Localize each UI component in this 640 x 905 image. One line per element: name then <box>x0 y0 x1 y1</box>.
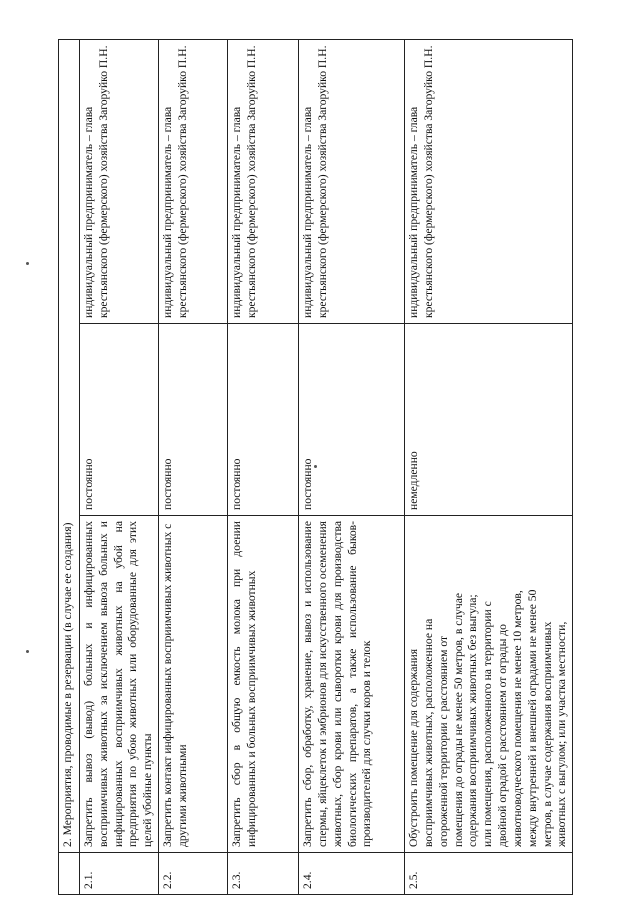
row-action: Запретить контакт инфицированных восприимчивых животных с другими животными <box>159 516 228 853</box>
action-line: восприимчивых животных, расположенное на <box>421 618 435 847</box>
row-term: постоянно <box>159 324 228 516</box>
action-line: Обустроить помещение для содержания <box>407 648 421 847</box>
section-num-cell <box>59 853 80 895</box>
row-responsible: индивидуальный предприниматель – глава крестьянского (фермерского) хозяйства Загоруйко П.Н. <box>228 39 299 323</box>
table-row <box>405 39 573 894</box>
rotated-page <box>58 40 569 895</box>
row-number: 2.3. <box>228 853 299 895</box>
row-responsible: индивидуальный предприниматель – глава крестьянского (фермерского) хозяйства Загоруйко П.Н. <box>159 39 228 323</box>
rotated-content <box>58 40 569 895</box>
action-line: двойной оградой с расстоянием от ограды до <box>496 624 510 847</box>
row-number: 2.4. <box>299 853 405 895</box>
action-line: огороженной территории с расстоянием от <box>436 635 450 847</box>
row-number: 2.5. <box>405 853 573 895</box>
action-line: животных с выгулом; или участка местности, <box>555 621 569 847</box>
action-line: помещения до ограды не менее 50 метров, в случае <box>451 592 465 847</box>
row-responsible: индивидуальный предприниматель – глава крестьянского (фермерского) хозяйства Загоруйко П.Н. <box>299 39 405 323</box>
row-responsible: индивидуальный предприниматель – глава крестьянского (фермерского) хозяйства Загоруйко П.Н. <box>405 39 573 323</box>
section-header-row <box>59 39 80 894</box>
row-responsible: индивидуальный предприниматель – глава крестьянского (фермерского) хозяйства Загоруйко П.Н. <box>80 39 159 323</box>
action-line: метров, в случае содержания восприимчивых <box>540 621 554 847</box>
row-number: 2.1. <box>80 853 159 895</box>
scan-speck <box>314 465 317 468</box>
section-title: 2. Мероприятия, проводимые в резервации (в случае ее создания) <box>59 39 80 852</box>
row-term: постоянно <box>228 324 299 516</box>
table-row <box>80 39 159 894</box>
row-action <box>405 516 573 853</box>
scan-speck <box>26 650 29 653</box>
action-line: содержания восприимчивых животных без выгула; <box>466 594 480 847</box>
table-row <box>228 39 299 894</box>
table-row <box>159 39 228 894</box>
row-term: постоянно <box>299 324 405 516</box>
action-line: между внутренней и внешней оградами не менее 50 <box>525 589 539 847</box>
row-number: 2.2. <box>159 853 228 895</box>
scan-speck <box>26 262 29 265</box>
row-term: постоянно <box>80 324 159 516</box>
row-action: Запретить сбор в общую емкость молока при доении инфицированных и больных восприимчивых животных <box>228 516 299 853</box>
row-action: Запретить вывоз (вывод) больных и инфицированных восприимчивых животных за исключением вывоза больных и инфицированных восприимчивых животных на убой на предприятия по убою животных или оборудованные для этих целей убойные пункты <box>80 516 159 853</box>
action-line: или помещения, расположенного на территории с <box>481 601 495 847</box>
row-action: Запретить сбор, обработку, хранение, вывоз и использование спермы, яйцеклеток и эмбрионов для искусственного осеменения животных, сбор крови или сыворотки крови для производства биологических препаратов, а также использование быков-производителей для случки коров и телок <box>299 516 405 853</box>
row-term: немедленно <box>405 324 573 516</box>
action-line: животноводческого помещения не менее 10 метров, <box>510 590 524 847</box>
